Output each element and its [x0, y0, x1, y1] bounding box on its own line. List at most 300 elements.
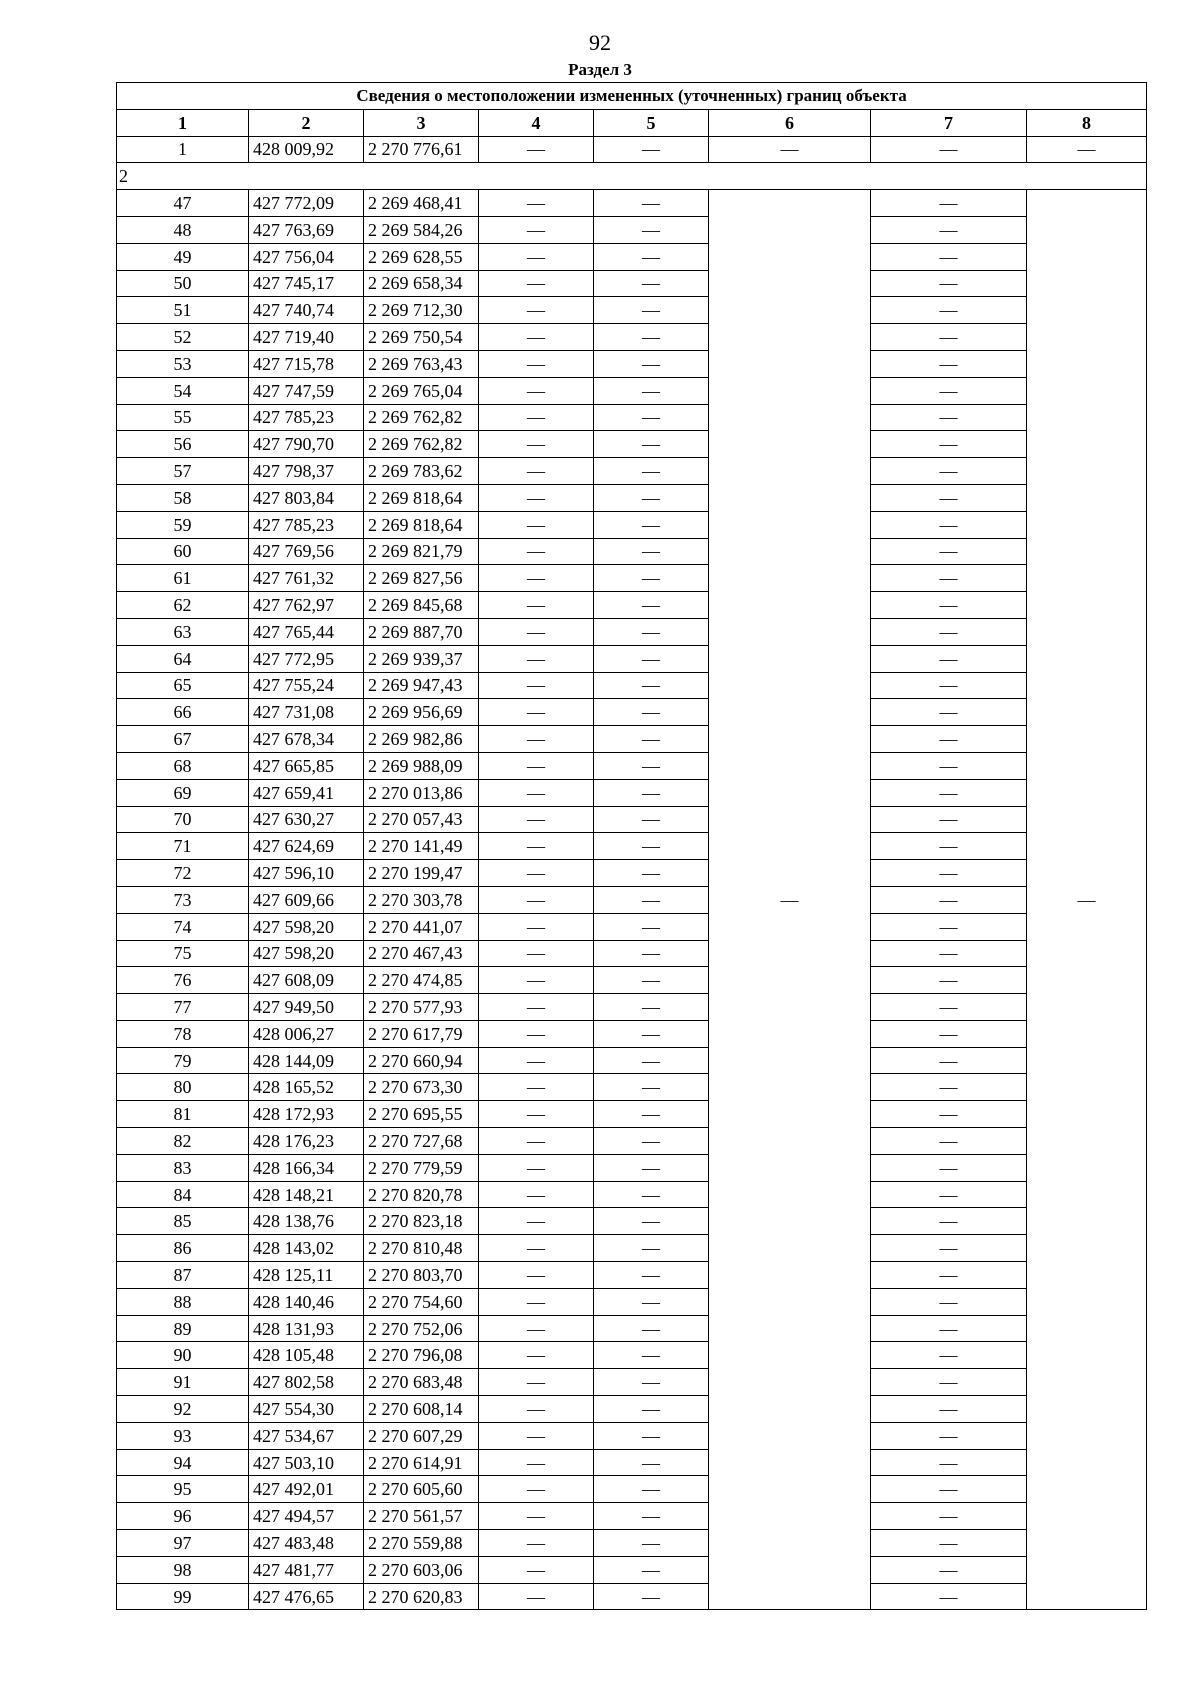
- coord-y: 2 270 603,06: [364, 1556, 479, 1583]
- col5-value: —: [594, 645, 709, 672]
- point-number: 70: [117, 806, 249, 833]
- coord-y: 2 269 762,82: [364, 431, 479, 458]
- point-number: 60: [117, 538, 249, 565]
- coord-y: 2 269 762,82: [364, 404, 479, 431]
- col4-value: —: [479, 1101, 594, 1128]
- coord-x: 427 598,20: [249, 940, 364, 967]
- col4-value: —: [479, 645, 594, 672]
- col5-value: —: [594, 565, 709, 592]
- coord-x: 428 131,93: [249, 1315, 364, 1342]
- coord-x: 427 659,41: [249, 779, 364, 806]
- col5-value: —: [594, 243, 709, 270]
- coord-y: 2 270 823,18: [364, 1208, 479, 1235]
- point-number: 50: [117, 270, 249, 297]
- col4-value: —: [479, 1503, 594, 1530]
- col4-value: —: [479, 458, 594, 485]
- point-number: 47: [117, 190, 249, 217]
- column-number: 7: [871, 109, 1027, 136]
- point-number: 91: [117, 1369, 249, 1396]
- point-number: 55: [117, 404, 249, 431]
- col4-value: —: [479, 1208, 594, 1235]
- col7-value: —: [871, 1530, 1027, 1557]
- col4-value: —: [479, 592, 594, 619]
- col5-value: —: [594, 1342, 709, 1369]
- col4-value: —: [479, 940, 594, 967]
- coord-y: 2 270 608,14: [364, 1396, 479, 1423]
- col5-value: —: [594, 1583, 709, 1610]
- table-row: [117, 538, 1147, 565]
- coord-x: 428 105,48: [249, 1342, 364, 1369]
- table-row: [117, 1503, 1147, 1530]
- col4-value: —: [479, 1396, 594, 1423]
- col5-value: —: [594, 1396, 709, 1423]
- table-row: [117, 324, 1147, 351]
- table-row: [117, 752, 1147, 779]
- coord-x: 427 715,78: [249, 350, 364, 377]
- coord-x: 428 143,02: [249, 1235, 364, 1262]
- col7-value: —: [871, 940, 1027, 967]
- coord-y: 2 269 939,37: [364, 645, 479, 672]
- coord-x: 427 481,77: [249, 1556, 364, 1583]
- table-row: [117, 1583, 1147, 1610]
- table-row: [117, 270, 1147, 297]
- col4-value: —: [479, 1422, 594, 1449]
- col7-value: —: [871, 1476, 1027, 1503]
- coord-x: 427 494,57: [249, 1503, 364, 1530]
- point-number: 99: [117, 1583, 249, 1610]
- coord-y: 2 270 727,68: [364, 1128, 479, 1155]
- coord-y: 2 269 956,69: [364, 699, 479, 726]
- col5-value: —: [594, 1503, 709, 1530]
- point-number: 53: [117, 350, 249, 377]
- coord-y: 2 269 468,41: [364, 190, 479, 217]
- coord-x: 427 596,10: [249, 860, 364, 887]
- col5-value: —: [594, 1288, 709, 1315]
- col6-value: —: [709, 136, 871, 163]
- col5-value: —: [594, 1020, 709, 1047]
- col7-value: —: [871, 1288, 1027, 1315]
- point-number: 85: [117, 1208, 249, 1235]
- coord-y: 2 270 683,48: [364, 1369, 479, 1396]
- coord-y: 2 269 818,64: [364, 484, 479, 511]
- table-row: [117, 1181, 1147, 1208]
- coord-x: 427 785,23: [249, 404, 364, 431]
- col4-value: —: [479, 672, 594, 699]
- coord-y: 2 270 141,49: [364, 833, 479, 860]
- point-number: 83: [117, 1154, 249, 1181]
- col7-value: —: [871, 1262, 1027, 1289]
- table-row: [117, 1101, 1147, 1128]
- col7-value: —: [871, 1128, 1027, 1155]
- col4-value: —: [479, 1074, 594, 1101]
- point-number: 80: [117, 1074, 249, 1101]
- table-row: [117, 484, 1147, 511]
- coord-y: 2 269 821,79: [364, 538, 479, 565]
- col4-value: —: [479, 324, 594, 351]
- col4-value: —: [479, 1530, 594, 1557]
- coord-x: 427 798,37: [249, 458, 364, 485]
- table-row: [117, 1262, 1147, 1289]
- col5-value: —: [594, 1154, 709, 1181]
- point-number: 54: [117, 377, 249, 404]
- col4-value: —: [479, 860, 594, 887]
- coord-y: 2 270 577,93: [364, 994, 479, 1021]
- column-number: 8: [1027, 109, 1147, 136]
- coord-x: 427 765,44: [249, 618, 364, 645]
- table-caption: Сведения о местоположении измененных (уточненных) границ объекта: [117, 83, 1147, 110]
- coord-x: 427 476,65: [249, 1583, 364, 1610]
- coord-x: 427 503,10: [249, 1449, 364, 1476]
- coord-x: 427 608,09: [249, 967, 364, 994]
- col5-value: —: [594, 538, 709, 565]
- col5-value: —: [594, 860, 709, 887]
- coord-x: 427 762,97: [249, 592, 364, 619]
- col5-value: —: [594, 1262, 709, 1289]
- col4-value: —: [479, 1476, 594, 1503]
- column-number: 3: [364, 109, 479, 136]
- coord-y: 2 269 818,64: [364, 511, 479, 538]
- col4-value: —: [479, 886, 594, 913]
- col4-value: —: [479, 1262, 594, 1289]
- table-row: [117, 511, 1147, 538]
- col5-value: —: [594, 1101, 709, 1128]
- col7-value: —: [871, 377, 1027, 404]
- coord-y: 2 270 614,91: [364, 1449, 479, 1476]
- col5-value: —: [594, 1556, 709, 1583]
- table-row: [117, 136, 1147, 163]
- col7-value: —: [871, 645, 1027, 672]
- col7-value: —: [871, 1503, 1027, 1530]
- table-row: [117, 833, 1147, 860]
- col5-value: —: [594, 1449, 709, 1476]
- col7-value: —: [871, 1449, 1027, 1476]
- point-number: 93: [117, 1422, 249, 1449]
- table-row: [117, 913, 1147, 940]
- coord-y: 2 270 013,86: [364, 779, 479, 806]
- coord-x: 427 747,59: [249, 377, 364, 404]
- col7-value: —: [871, 511, 1027, 538]
- coord-y: 2 269 783,62: [364, 458, 479, 485]
- column-number: 6: [709, 109, 871, 136]
- col4-value: —: [479, 511, 594, 538]
- col7-value: —: [871, 1369, 1027, 1396]
- col7-value: —: [871, 833, 1027, 860]
- point-number: 64: [117, 645, 249, 672]
- coord-y: 2 269 763,43: [364, 350, 479, 377]
- col7-value: —: [871, 1342, 1027, 1369]
- col4-value: —: [479, 1128, 594, 1155]
- table-row: [117, 1047, 1147, 1074]
- coord-y: 2 270 467,43: [364, 940, 479, 967]
- col7-value: —: [871, 699, 1027, 726]
- table-row: [117, 699, 1147, 726]
- coord-x: 427 534,67: [249, 1422, 364, 1449]
- col4-value: —: [479, 967, 594, 994]
- col7-value: —: [871, 1315, 1027, 1342]
- col5-value: —: [594, 779, 709, 806]
- col4-value: —: [479, 377, 594, 404]
- col7-value: —: [871, 484, 1027, 511]
- col7-value: —: [871, 1422, 1027, 1449]
- coord-x: 427 803,84: [249, 484, 364, 511]
- col5-value: —: [594, 886, 709, 913]
- col7-value: —: [871, 565, 1027, 592]
- point-number: 63: [117, 618, 249, 645]
- col5-value: —: [594, 672, 709, 699]
- coord-x: 427 756,04: [249, 243, 364, 270]
- coord-y: 2 270 754,60: [364, 1288, 479, 1315]
- col7-value: —: [871, 1154, 1027, 1181]
- point-number: 68: [117, 752, 249, 779]
- table-row: [117, 458, 1147, 485]
- col7-value: —: [871, 404, 1027, 431]
- col5-value: —: [594, 484, 709, 511]
- coord-y: 2 270 441,07: [364, 913, 479, 940]
- contour-label: 2: [117, 163, 1147, 190]
- point-number: 51: [117, 297, 249, 324]
- col4-value: —: [479, 1288, 594, 1315]
- col4-value: —: [479, 1047, 594, 1074]
- coord-y: 2 270 620,83: [364, 1583, 479, 1610]
- coord-y: 2 270 559,88: [364, 1530, 479, 1557]
- col7-value: —: [871, 324, 1027, 351]
- table-row: [117, 216, 1147, 243]
- col7-value: —: [871, 1181, 1027, 1208]
- col5-value: —: [594, 806, 709, 833]
- col5-value: —: [594, 1422, 709, 1449]
- col5-value: —: [594, 458, 709, 485]
- col7-value: —: [871, 243, 1027, 270]
- col7-value: —: [871, 1208, 1027, 1235]
- point-number: 84: [117, 1181, 249, 1208]
- table-row: [117, 592, 1147, 619]
- point-number: 97: [117, 1530, 249, 1557]
- col5-value: —: [594, 1208, 709, 1235]
- col4-value: —: [479, 994, 594, 1021]
- col5-value: —: [594, 1128, 709, 1155]
- col7-value: —: [871, 1101, 1027, 1128]
- coord-x: 428 140,46: [249, 1288, 364, 1315]
- col5-value: —: [594, 940, 709, 967]
- coord-x: 428 176,23: [249, 1128, 364, 1155]
- col4-value: —: [479, 1369, 594, 1396]
- col4-value: —: [479, 243, 594, 270]
- table-row: [117, 618, 1147, 645]
- coord-x: 427 483,48: [249, 1530, 364, 1557]
- coord-y: 2 270 803,70: [364, 1262, 479, 1289]
- point-number: 90: [117, 1342, 249, 1369]
- col5-value: —: [594, 699, 709, 726]
- col4-value: —: [479, 1020, 594, 1047]
- coord-y: 2 270 199,47: [364, 860, 479, 887]
- coordinates-table-body: [117, 83, 1147, 1610]
- coord-x: 427 665,85: [249, 752, 364, 779]
- table-row: [117, 1449, 1147, 1476]
- col5-value: —: [594, 297, 709, 324]
- table-row: [117, 1154, 1147, 1181]
- point-number: 75: [117, 940, 249, 967]
- point-number: 82: [117, 1128, 249, 1155]
- coord-y: 2 269 947,43: [364, 672, 479, 699]
- coord-y: 2 269 628,55: [364, 243, 479, 270]
- coord-x: 427 719,40: [249, 324, 364, 351]
- col5-value: —: [594, 592, 709, 619]
- section-title: Раздел 3: [568, 60, 632, 79]
- point-number: 96: [117, 1503, 249, 1530]
- table-row: [117, 1288, 1147, 1315]
- table-row: [117, 1342, 1147, 1369]
- col7-value: —: [871, 752, 1027, 779]
- coord-y: 2 270 617,79: [364, 1020, 479, 1047]
- coord-y: 2 269 982,86: [364, 726, 479, 753]
- column-number: 2: [249, 109, 364, 136]
- col4-value: —: [479, 484, 594, 511]
- col4-value: —: [479, 136, 594, 163]
- col4-value: —: [479, 779, 594, 806]
- table-row: [117, 806, 1147, 833]
- col4-value: —: [479, 1315, 594, 1342]
- coord-x: 427 630,27: [249, 806, 364, 833]
- point-number: 86: [117, 1235, 249, 1262]
- col4-value: —: [479, 726, 594, 753]
- col5-value: —: [594, 967, 709, 994]
- point-number: 67: [117, 726, 249, 753]
- column-number: 1: [117, 109, 249, 136]
- point-number: 1: [117, 136, 249, 163]
- coord-x: 427 731,08: [249, 699, 364, 726]
- table-row: [117, 994, 1147, 1021]
- coord-x: 427 785,23: [249, 511, 364, 538]
- coord-y: 2 270 810,48: [364, 1235, 479, 1262]
- col8-merged-value: —: [1027, 190, 1147, 1610]
- col5-value: —: [594, 1315, 709, 1342]
- point-number: 58: [117, 484, 249, 511]
- col5-value: —: [594, 431, 709, 458]
- col4-value: —: [479, 297, 594, 324]
- col4-value: —: [479, 350, 594, 377]
- col4-value: —: [479, 699, 594, 726]
- column-number: 5: [594, 109, 709, 136]
- col4-value: —: [479, 1449, 594, 1476]
- col5-value: —: [594, 913, 709, 940]
- coord-y: 2 269 750,54: [364, 324, 479, 351]
- table-row: [117, 967, 1147, 994]
- table-row: [117, 779, 1147, 806]
- coord-x: 427 678,34: [249, 726, 364, 753]
- point-number: 81: [117, 1101, 249, 1128]
- point-number: 57: [117, 458, 249, 485]
- point-number: 76: [117, 967, 249, 994]
- point-number: 94: [117, 1449, 249, 1476]
- point-number: 65: [117, 672, 249, 699]
- col4-value: —: [479, 1342, 594, 1369]
- coord-x: 428 009,92: [249, 136, 364, 163]
- coord-y: 2 270 605,60: [364, 1476, 479, 1503]
- coord-y: 2 270 607,29: [364, 1422, 479, 1449]
- col7-value: —: [871, 1047, 1027, 1074]
- coord-x: 427 554,30: [249, 1396, 364, 1423]
- col5-value: —: [594, 752, 709, 779]
- coord-y: 2 270 695,55: [364, 1101, 479, 1128]
- point-number: 95: [117, 1476, 249, 1503]
- coord-y: 2 270 660,94: [364, 1047, 479, 1074]
- coord-x: 428 166,34: [249, 1154, 364, 1181]
- col7-value: —: [871, 618, 1027, 645]
- col4-value: —: [479, 431, 594, 458]
- col7-value: —: [871, 190, 1027, 217]
- col4-value: —: [479, 806, 594, 833]
- table-row: [117, 726, 1147, 753]
- col4-value: —: [479, 1235, 594, 1262]
- coord-x: 428 165,52: [249, 1074, 364, 1101]
- point-number: 72: [117, 860, 249, 887]
- table-row: [117, 1396, 1147, 1423]
- col7-value: —: [871, 779, 1027, 806]
- col4-value: —: [479, 833, 594, 860]
- col4-value: —: [479, 216, 594, 243]
- table-row: [117, 1208, 1147, 1235]
- col5-value: —: [594, 1181, 709, 1208]
- col7-value: —: [871, 270, 1027, 297]
- col7-value: —: [871, 1074, 1027, 1101]
- col7-value: —: [871, 1020, 1027, 1047]
- coord-x: 427 624,69: [249, 833, 364, 860]
- coord-y: 2 269 712,30: [364, 297, 479, 324]
- col7-value: —: [871, 1396, 1027, 1423]
- col4-value: —: [479, 270, 594, 297]
- coord-x: 427 772,09: [249, 190, 364, 217]
- table-row: [117, 297, 1147, 324]
- coord-x: 427 761,32: [249, 565, 364, 592]
- col5-value: —: [594, 216, 709, 243]
- col6-merged-value: —: [709, 190, 871, 1610]
- col4-value: —: [479, 538, 594, 565]
- coord-y: 2 269 765,04: [364, 377, 479, 404]
- coord-y: 2 269 658,34: [364, 270, 479, 297]
- table-row: [117, 377, 1147, 404]
- coord-x: 427 790,70: [249, 431, 364, 458]
- col7-value: —: [871, 136, 1027, 163]
- col7-value: —: [871, 886, 1027, 913]
- col7-value: —: [871, 967, 1027, 994]
- table-row: [117, 431, 1147, 458]
- col5-value: —: [594, 1369, 709, 1396]
- point-number: 92: [117, 1396, 249, 1423]
- col5-value: —: [594, 404, 709, 431]
- col5-value: —: [594, 1530, 709, 1557]
- coord-x: 427 745,17: [249, 270, 364, 297]
- col7-value: —: [871, 592, 1027, 619]
- coord-x: 427 949,50: [249, 994, 364, 1021]
- table-row: [117, 404, 1147, 431]
- col7-value: —: [871, 672, 1027, 699]
- col5-value: —: [594, 190, 709, 217]
- col5-value: —: [594, 618, 709, 645]
- table-row: [117, 565, 1147, 592]
- point-number: 48: [117, 216, 249, 243]
- table-row: [117, 1422, 1147, 1449]
- col7-value: —: [871, 538, 1027, 565]
- coord-y: 2 270 796,08: [364, 1342, 479, 1369]
- point-number: 74: [117, 913, 249, 940]
- col5-value: —: [594, 1476, 709, 1503]
- col7-value: —: [871, 350, 1027, 377]
- point-number: 59: [117, 511, 249, 538]
- table-row: [117, 672, 1147, 699]
- table-row: [117, 243, 1147, 270]
- table-row: [117, 886, 1147, 913]
- point-number: 61: [117, 565, 249, 592]
